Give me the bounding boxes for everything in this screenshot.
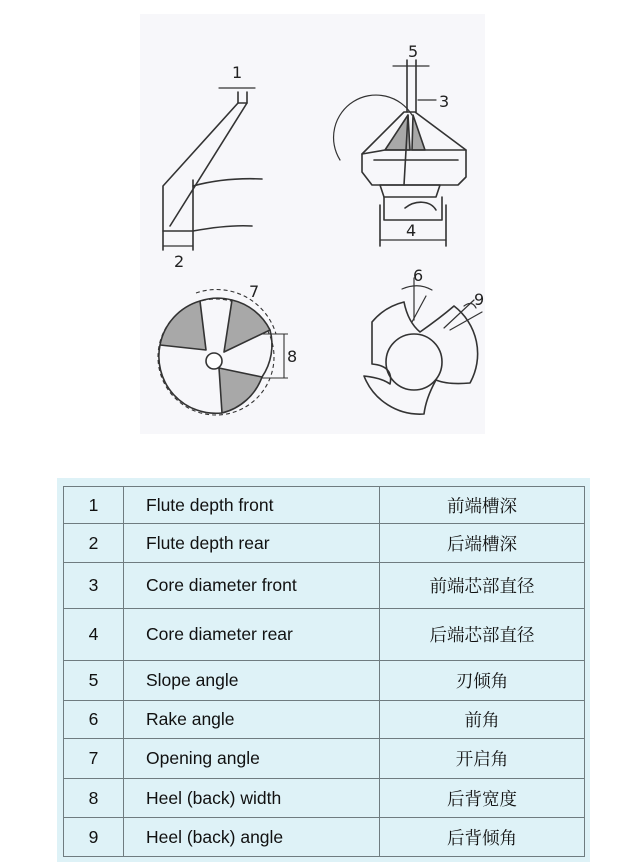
row-chinese-term: 后端芯部直径: [380, 609, 585, 661]
table-row: [64, 818, 585, 857]
label-2: 2: [174, 252, 185, 271]
table-row: [64, 661, 585, 701]
table-row: [64, 563, 585, 609]
scan-background: [140, 14, 485, 434]
row-english-term: Flute depth front: [124, 487, 380, 524]
row-number: 2: [64, 524, 124, 563]
row-number: 3: [64, 563, 124, 609]
row-chinese-term: 刃倾角: [380, 661, 585, 701]
label-4: 4: [406, 221, 417, 240]
row-number: 4: [64, 609, 124, 661]
row-english-term: Core diameter rear: [124, 609, 380, 661]
table-row: [64, 701, 585, 739]
core-hole: [206, 353, 222, 369]
row-chinese-term: 后端槽深: [380, 524, 585, 563]
table-row: [64, 779, 585, 818]
table-row: [64, 609, 585, 661]
label-5: 5: [408, 42, 419, 61]
label-7: 7: [249, 282, 260, 301]
row-number: 9: [64, 818, 124, 857]
row-chinese-term: 前角: [380, 701, 585, 739]
row-english-term: Heel (back) angle: [124, 818, 380, 857]
row-number: 5: [64, 661, 124, 701]
row-english-term: Flute depth rear: [124, 524, 380, 563]
row-chinese-term: 后背宽度: [380, 779, 585, 818]
row-chinese-term: 前端芯部直径: [380, 563, 585, 609]
row-chinese-term: 前端槽深: [380, 487, 585, 524]
legend-table-panel: [57, 478, 590, 862]
row-chinese-term: 开启角: [380, 739, 585, 779]
row-english-term: Heel (back) width: [124, 779, 380, 818]
row-chinese-term: 后背倾角: [380, 818, 585, 857]
table-row: [64, 524, 585, 563]
label-6: 6: [413, 266, 424, 285]
table-row: [64, 487, 585, 524]
row-english-term: Opening angle: [124, 739, 380, 779]
row-english-term: Core diameter front: [124, 563, 380, 609]
legend-table: [63, 486, 585, 857]
row-english-term: Rake angle: [124, 701, 380, 739]
label-9: 9: [474, 290, 485, 309]
row-number: 6: [64, 701, 124, 739]
table-row: [64, 739, 585, 779]
label-3: 3: [439, 92, 450, 111]
row-number: 1: [64, 487, 124, 524]
label-8: 8: [287, 347, 298, 366]
row-english-term: Slope angle: [124, 661, 380, 701]
label-1: 1: [232, 63, 243, 82]
row-number: 7: [64, 739, 124, 779]
row-number: 8: [64, 779, 124, 818]
